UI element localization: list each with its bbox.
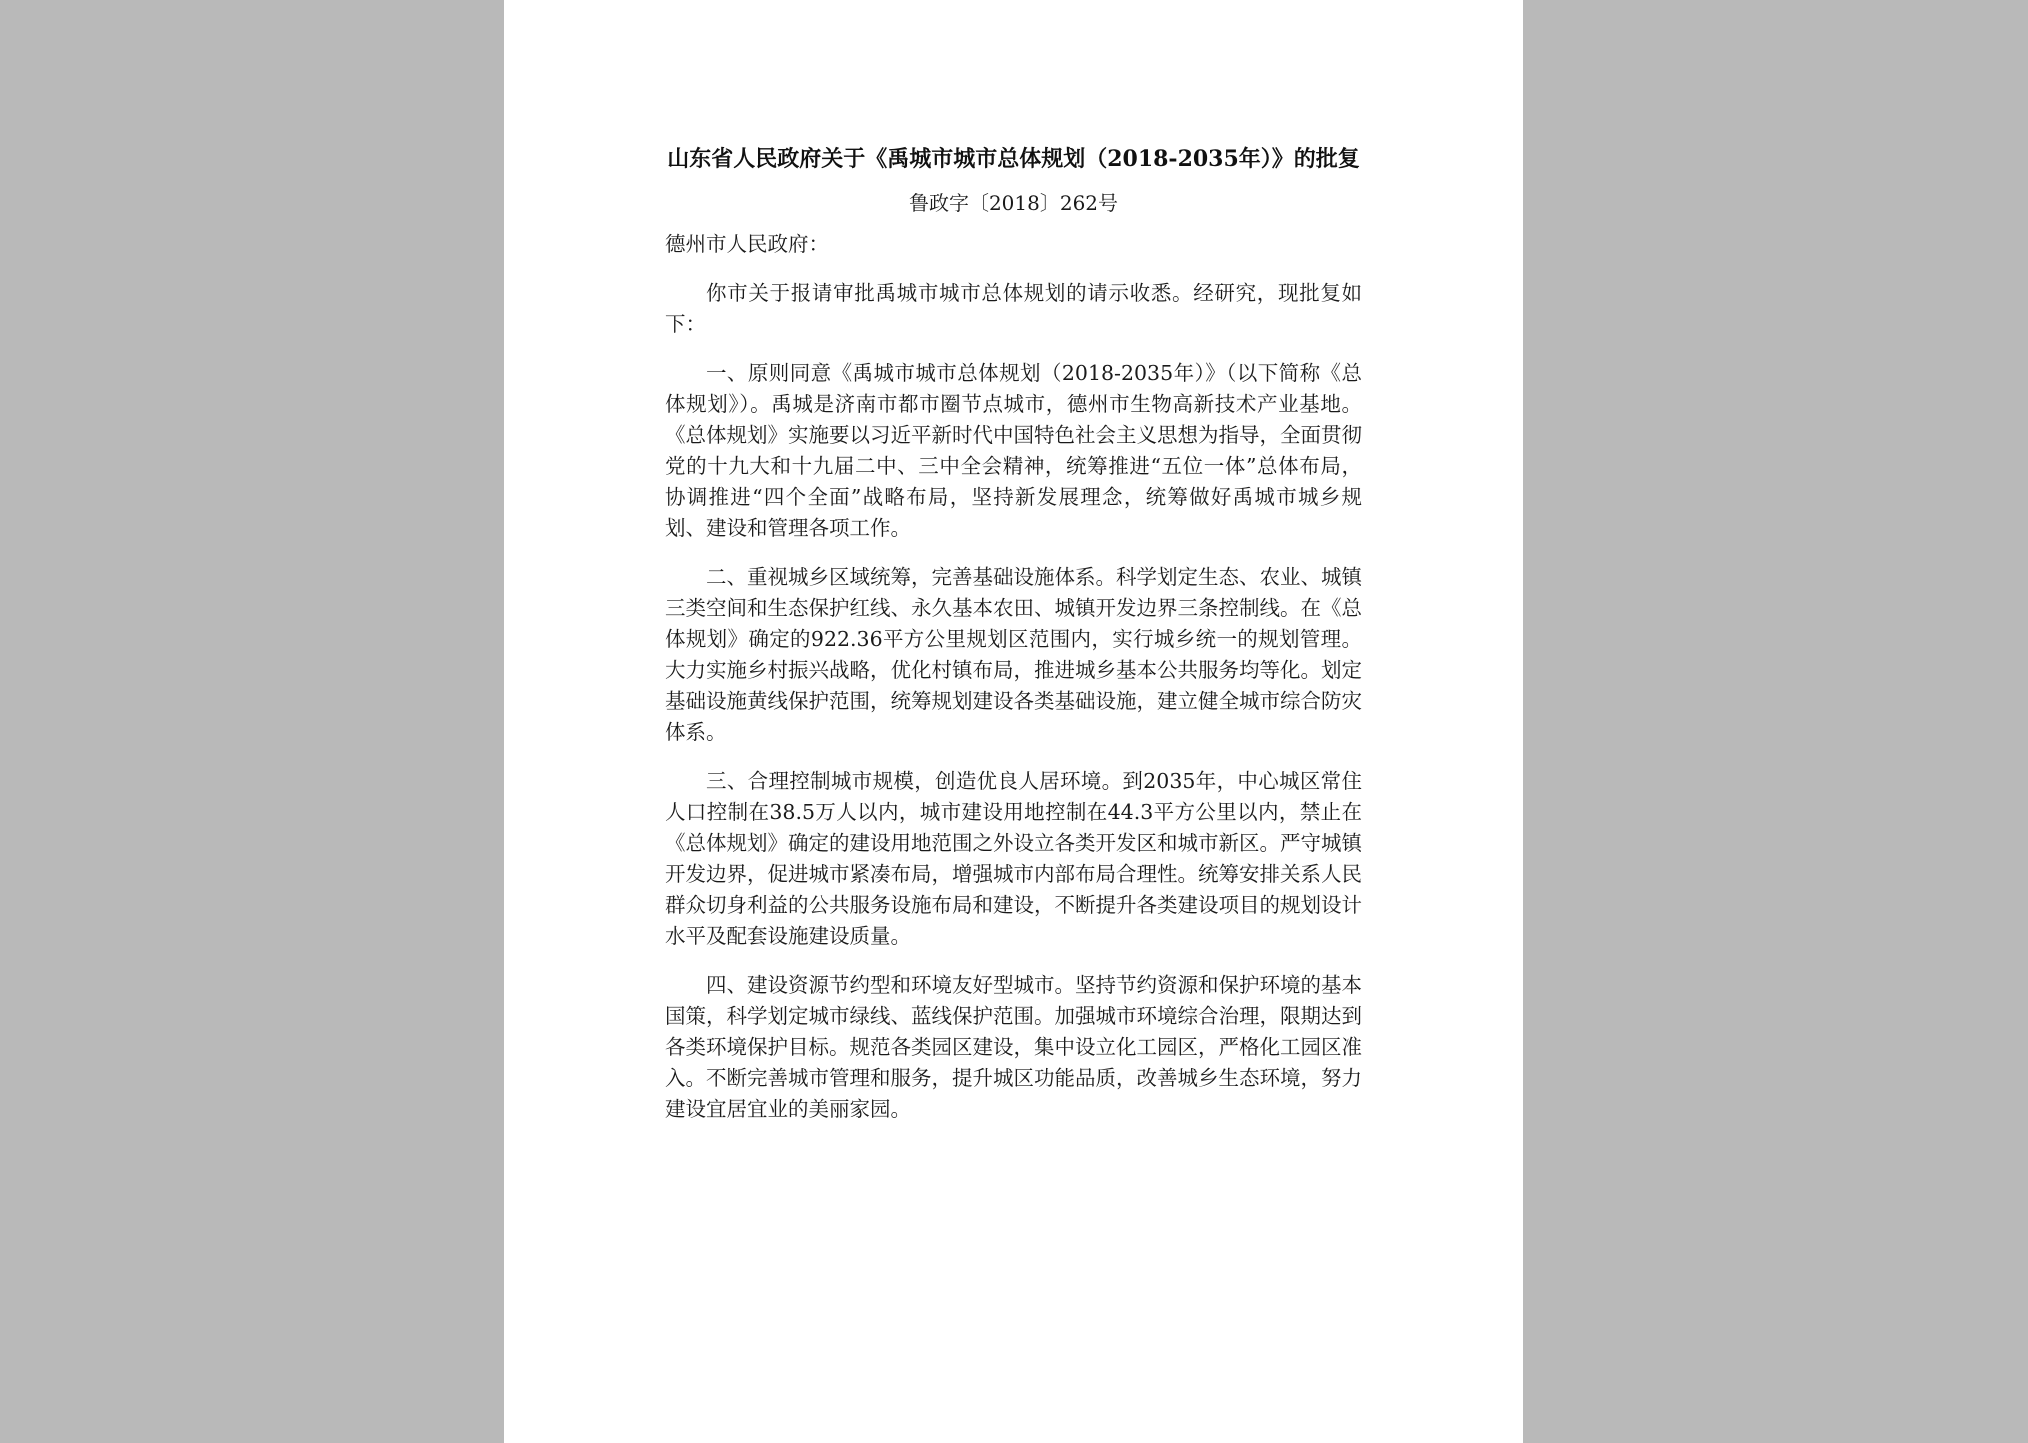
paragraph-2: 二、重视城乡区域统筹，完善基础设施体系。科学划定生态、农业、城镇三类空间和生态保护红线、永久基本农田、城镇开发边界三条控制线。在《总体规划》确定的922.36平方公里规划区范围内，实行城乡统一的规划管理。大力实施乡村振兴战略，优化村镇布局，推进城乡基本公共服务均等化。划定基础设施黄线保护范围，统筹规划建设各类基础设施，建立健全城市综合防灾体系。 — [665, 565, 1362, 744]
paragraph-1: 一、原则同意《禹城市城市总体规划（2018-2035年）》（以下简称《总体规划》）。禹城是济南市都市圈节点城市，德州市生物高新技术产业基地。《总体规划》实施要以习近平新时代中国特色社会主义思想为指导，全面贯彻党的十九大和十九届二中、三中全会精神，统筹推进“五位一体”总体布局，协调推进“四个全面”战略布局，坚持新发展理念，统筹做好禹城市城乡规划、建设和管理各项工作。 — [665, 361, 1362, 540]
addressee: 德州市人民政府： — [665, 232, 829, 256]
paragraph-intro: 你市关于报请审批禹城市城市总体规划的请示收悉。经研究，现批复如下： — [665, 281, 1362, 336]
document-page — [504, 0, 1523, 1443]
document-number: 鲁政字〔2018〕262号 — [908, 191, 1119, 215]
paragraph-4: 四、建设资源节约型和环境友好型城市。坚持节约资源和保护环境的基本国策，科学划定城市绿线、蓝线保护范围。加强城市环境综合治理，限期达到各类环境保护目标。规范各类园区建设，集中设立化工园区，严格化工园区准入。不断完善城市管理和服务，提升城区功能品质，改善城乡生态环境，努力建设宜居宜业的美丽家园。 — [665, 973, 1362, 1121]
page-content — [665, 144, 1362, 1125]
document-title: 山东省人民政府关于《禹城市城市总体规划（2018-2035年）》的批复 — [667, 146, 1360, 172]
paragraph-3: 三、合理控制城市规模，创造优良人居环境。到2035年，中心城区常住人口控制在38.5万人以内，城市建设用地控制在44.3平方公里以内，禁止在《总体规划》确定的建设用地范围之外设立各类开发区和城市新区。严守城镇开发边界，促进城市紧凑布局，增强城市内部布局合理性。统筹安排关系人民群众切身利益的公共服务设施布局和建设，不断提升各类建设项目的规划设计水平及配套设施建设质量。 — [665, 769, 1362, 948]
